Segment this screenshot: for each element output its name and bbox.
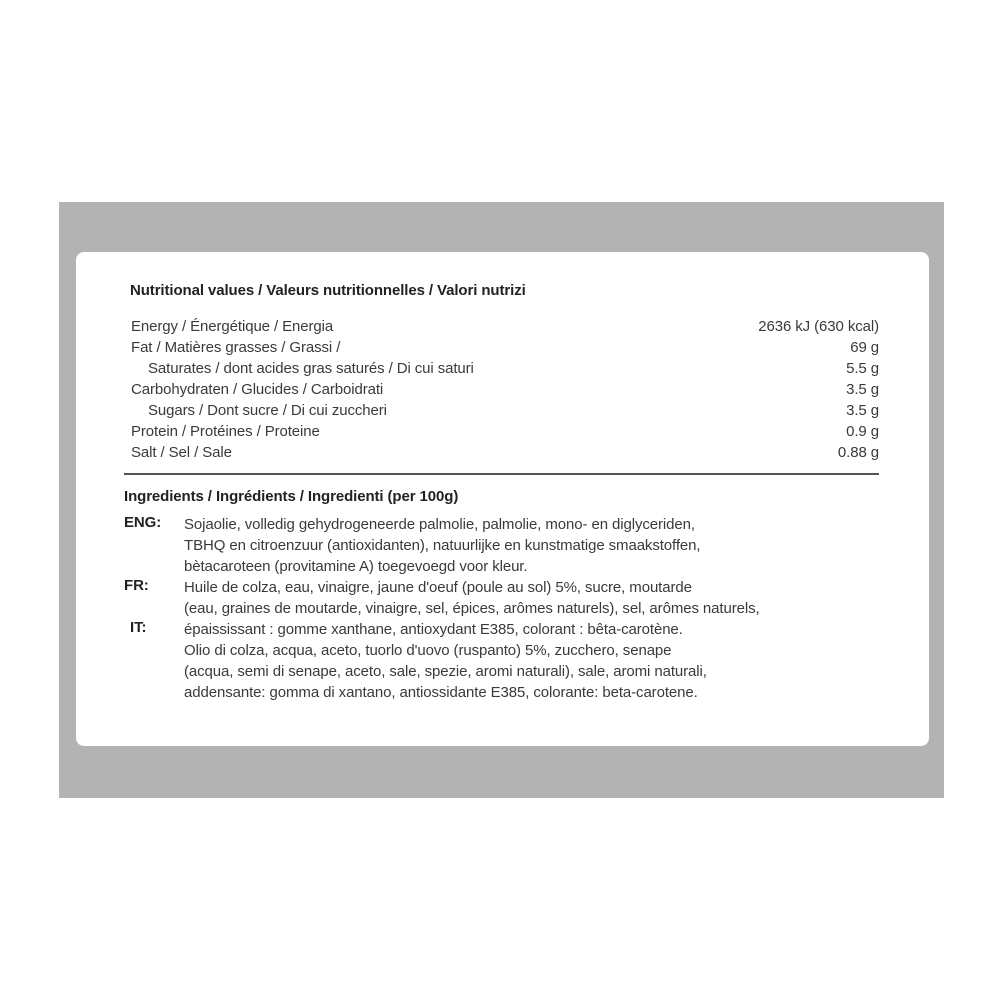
nutrition-row-carbohydrates bbox=[131, 379, 879, 400]
ingredients-title: Ingredients / Ingrédients / Ingredienti (per 100g) bbox=[124, 488, 459, 505]
nutrient-value: 2636 kJ (630 kcal) bbox=[758, 318, 879, 335]
nutrient-name: Sugars / Dont sucre / Di cui zuccheri bbox=[148, 402, 387, 419]
nutrient-name: Energy / Énergétique / Energia bbox=[131, 318, 334, 335]
nutrition-row-sugars bbox=[131, 400, 879, 421]
nutrition-row-protein bbox=[131, 421, 879, 442]
ingredients-line: bètacaroteen (provitamine A) toegevoegd voor kleur. bbox=[184, 558, 528, 575]
ingredients-line: épaississant : gomme xanthane, antioxydant E385, colorant : bêta-carotène. bbox=[184, 621, 683, 638]
nutrient-value: 3.5 g bbox=[846, 381, 879, 398]
nutrition-row-saturates bbox=[131, 358, 879, 379]
ingredients-line: addensante: gomma di xantano, antiossidante E385, colorante: beta-carotene. bbox=[184, 684, 698, 701]
nutrient-value: 5.5 g bbox=[846, 360, 879, 377]
nutrient-name: Protein / Protéines / Proteine bbox=[131, 423, 320, 440]
ingredients-line: TBHQ en citroenzuur (antioxidanten), natuurlijke en kunstmatige smaakstoffen, bbox=[184, 537, 701, 554]
ingredients-line: Olio di colza, acqua, aceto, tuorlo d'uovo (ruspanto) 5%, zucchero, senape bbox=[184, 642, 672, 659]
language-label-eng: ENG: bbox=[124, 514, 162, 531]
nutrient-value: 0.88 g bbox=[837, 444, 879, 461]
language-label-fr: FR: bbox=[124, 577, 149, 594]
nutrition-row-energy bbox=[131, 316, 879, 337]
nutrient-value: 0.9 g bbox=[846, 423, 879, 440]
ingredients-line: (eau, graines de moutarde, vinaigre, sel, épices, arômes naturels), sel, arômes naturels, bbox=[184, 600, 760, 617]
nutrition-title: Nutritional values / Valeurs nutritionnelles / Valori nutrizi bbox=[130, 282, 526, 299]
nutrition-row-fat bbox=[131, 337, 879, 358]
nutrient-name: Salt / Sel / Sale bbox=[131, 444, 232, 461]
nutrient-name: Saturates / dont acides gras saturés / Di cui saturi bbox=[148, 360, 474, 377]
section-divider bbox=[124, 473, 879, 475]
ingredients-line: (acqua, semi di senape, aceto, sale, spezie, aromi naturali), sale, aromi naturali, bbox=[184, 663, 707, 680]
nutrient-value: 69 g bbox=[850, 339, 879, 356]
nutrient-name: Fat / Matières grasses / Grassi / bbox=[131, 339, 341, 356]
nutrition-label-card bbox=[76, 252, 929, 746]
nutrition-row-salt bbox=[131, 442, 879, 463]
language-label-it: IT: bbox=[130, 619, 147, 636]
ingredients-text bbox=[184, 514, 904, 703]
ingredients-line: Huile de colza, eau, vinaigre, jaune d'oeuf (poule au sol) 5%, sucre, moutarde bbox=[184, 579, 692, 596]
nutrient-name: Carbohydraten / Glucides / Carboidrati bbox=[131, 381, 384, 398]
nutrition-table bbox=[131, 316, 879, 463]
nutrient-value: 3.5 g bbox=[846, 402, 879, 419]
ingredients-line: Sojaolie, volledig gehydrogeneerde palmolie, palmolie, mono- en diglyceriden, bbox=[184, 516, 695, 533]
